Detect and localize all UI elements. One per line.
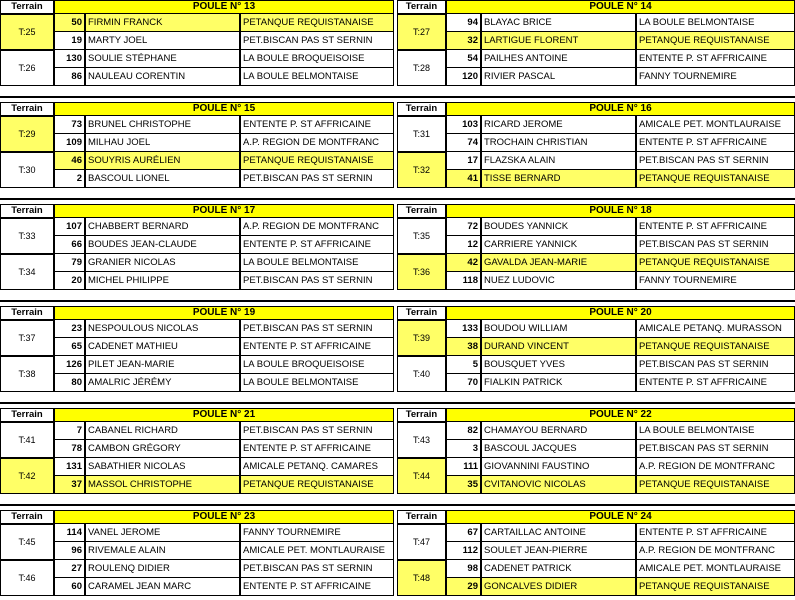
player-name: SOULIE STÉPHANE — [85, 50, 240, 68]
player-number: 107 — [54, 218, 85, 236]
poule-title: POULE N° 17 — [54, 204, 394, 218]
terrain-cell: T:42 — [0, 458, 54, 494]
player-name: GAVALDA JEAN-MARIE — [481, 254, 636, 272]
club-name: AMICALE PET. MONTLAURAISE — [636, 560, 795, 578]
club-name: LA BOULE BELMONTAISE — [636, 422, 795, 440]
poule-title: POULE N° 21 — [54, 408, 394, 422]
player-number: 32 — [446, 32, 481, 50]
player-name: CARRIERE YANNICK — [481, 236, 636, 254]
player-number: 60 — [54, 578, 85, 596]
club-name: PETANQUE REQUISTANAISE — [636, 254, 795, 272]
player-name: NESPOULOUS NICOLAS — [85, 320, 240, 338]
player-name: SABATHIER NICOLAS — [85, 458, 240, 476]
poule-title: POULE N° 24 — [446, 510, 795, 524]
player-number: 35 — [446, 476, 481, 494]
player-name: GRANIER NICOLAS — [85, 254, 240, 272]
poule-title: POULE N° 16 — [446, 102, 795, 116]
player-name: CADENET PATRICK — [481, 560, 636, 578]
club-name: ENTENTE P. ST AFFRICAINE — [240, 338, 394, 356]
player-number: 114 — [54, 524, 85, 542]
poule-title: POULE N° 13 — [54, 0, 394, 14]
club-name: LA BOULE BELMONTAISE — [240, 374, 394, 392]
player-name: MILHAU JOEL — [85, 134, 240, 152]
terrain-header: Terrain — [0, 510, 54, 524]
club-name: LA BOULE BELMONTAISE — [636, 14, 795, 32]
player-number: 37 — [54, 476, 85, 494]
terrain-cell: T:46 — [0, 560, 54, 596]
club-name: PETANQUE REQUISTANAISE — [240, 14, 394, 32]
club-name: LA BOULE BROQUEISOISE — [240, 50, 394, 68]
player-number: 133 — [446, 320, 481, 338]
player-name: PILET JEAN-MARIE — [85, 356, 240, 374]
player-number: 96 — [54, 542, 85, 560]
player-name: PAILHES ANTOINE — [481, 50, 636, 68]
club-name: FANNY TOURNEMIRE — [636, 68, 795, 86]
player-name: CABANEL RICHARD — [85, 422, 240, 440]
terrain-header: Terrain — [397, 510, 446, 524]
player-number: 19 — [54, 32, 85, 50]
terrain-cell: T:31 — [397, 116, 446, 152]
player-name: GIOVANNINI FAUSTINO — [481, 458, 636, 476]
club-name: ENTENTE P. ST AFFRICAINE — [636, 134, 795, 152]
terrain-cell: T:25 — [0, 14, 54, 50]
player-number: 80 — [54, 374, 85, 392]
poule-title: POULE N° 23 — [54, 510, 394, 524]
player-number: 111 — [446, 458, 481, 476]
club-name: FANNY TOURNEMIRE — [240, 524, 394, 542]
player-number: 20 — [54, 272, 85, 290]
player-number: 66 — [54, 236, 85, 254]
player-name: NUEZ LUDOVIC — [481, 272, 636, 290]
player-name: BOUDES JEAN-CLAUDE — [85, 236, 240, 254]
club-name: PETANQUE REQUISTANAISE — [240, 476, 394, 494]
terrain-cell: T:28 — [397, 50, 446, 86]
player-name: VANEL JEROME — [85, 524, 240, 542]
player-number: 120 — [446, 68, 481, 86]
player-number: 65 — [54, 338, 85, 356]
club-name: PETANQUE REQUISTANAISE — [636, 578, 795, 596]
player-name: SOUYRIS AURÉLIEN — [85, 152, 240, 170]
club-name: PET.BISCAN PAS ST SERNIN — [636, 356, 795, 374]
club-name: PET.BISCAN PAS ST SERNIN — [636, 236, 795, 254]
terrain-cell: T:39 — [397, 320, 446, 356]
club-name: AMICALE PET. MONTLAURAISE — [636, 116, 795, 134]
terrain-cell: T:45 — [0, 524, 54, 560]
player-name: LARTIGUE FLORENT — [481, 32, 636, 50]
player-name: BASCOUL JACQUES — [481, 440, 636, 458]
player-number: 103 — [446, 116, 481, 134]
player-name: ROULENQ DIDIER — [85, 560, 240, 578]
player-name: TISSE BERNARD — [481, 170, 636, 188]
player-number: 17 — [446, 152, 481, 170]
player-number: 2 — [54, 170, 85, 188]
player-number: 109 — [54, 134, 85, 152]
terrain-cell: T:33 — [0, 218, 54, 254]
terrain-header: Terrain — [397, 408, 446, 422]
block-separator — [0, 504, 795, 506]
terrain-header: Terrain — [397, 306, 446, 320]
terrain-header: Terrain — [0, 204, 54, 218]
terrain-header: Terrain — [397, 102, 446, 116]
club-name: AMICALE PET. MONTLAURAISE — [240, 542, 394, 560]
terrain-cell: T:26 — [0, 50, 54, 86]
club-name: PETANQUE REQUISTANAISE — [636, 338, 795, 356]
player-name: RIVIER PASCAL — [481, 68, 636, 86]
club-name: PET.BISCAN PAS ST SERNIN — [636, 440, 795, 458]
player-number: 79 — [54, 254, 85, 272]
club-name: PET.BISCAN PAS ST SERNIN — [240, 560, 394, 578]
player-name: FIRMIN FRANCK — [85, 14, 240, 32]
player-name: FIALKIN PATRICK — [481, 374, 636, 392]
player-name: MASSOL CHRISTOPHE — [85, 476, 240, 494]
terrain-cell: T:32 — [397, 152, 446, 188]
club-name: ENTENTE P. ST AFFRICAINE — [636, 524, 795, 542]
player-name: GONCALVES DIDIER — [481, 578, 636, 596]
terrain-header: Terrain — [397, 204, 446, 218]
player-number: 112 — [446, 542, 481, 560]
poule-title: POULE N° 22 — [446, 408, 795, 422]
club-name: A.P. REGION DE MONTFRANC — [636, 458, 795, 476]
player-number: 82 — [446, 422, 481, 440]
player-number: 7 — [54, 422, 85, 440]
terrain-header: Terrain — [0, 0, 54, 14]
club-name: LA BOULE BELMONTAISE — [240, 254, 394, 272]
player-number: 46 — [54, 152, 85, 170]
terrain-cell: T:36 — [397, 254, 446, 290]
player-name: BLAYAC BRICE — [481, 14, 636, 32]
player-name: RICARD JEROME — [481, 116, 636, 134]
player-number: 118 — [446, 272, 481, 290]
player-name: CVITANOVIC NICOLAS — [481, 476, 636, 494]
club-name: A.P. REGION DE MONTFRANC — [240, 134, 394, 152]
player-number: 67 — [446, 524, 481, 542]
player-name: DURAND VINCENT — [481, 338, 636, 356]
player-number: 41 — [446, 170, 481, 188]
terrain-header: Terrain — [397, 0, 446, 14]
player-name: BASCOUL LIONEL — [85, 170, 240, 188]
block-separator — [0, 198, 795, 200]
player-number: 29 — [446, 578, 481, 596]
terrain-cell: T:43 — [397, 422, 446, 458]
terrain-header: Terrain — [0, 408, 54, 422]
player-number: 27 — [54, 560, 85, 578]
player-number: 50 — [54, 14, 85, 32]
club-name: LA BOULE BELMONTAISE — [240, 68, 394, 86]
club-name: PETANQUE REQUISTANAISE — [240, 152, 394, 170]
player-name: BRUNEL CHRISTOPHE — [85, 116, 240, 134]
club-name: A.P. REGION DE MONTFRANC — [240, 218, 394, 236]
club-name: PET.BISCAN PAS ST SERNIN — [240, 32, 394, 50]
player-name: CARTAILLAC ANTOINE — [481, 524, 636, 542]
player-name: RIVEMALE ALAIN — [85, 542, 240, 560]
player-number: 70 — [446, 374, 481, 392]
terrain-cell: T:48 — [397, 560, 446, 596]
player-name: SOULET JEAN-PIERRE — [481, 542, 636, 560]
club-name: PET.BISCAN PAS ST SERNIN — [240, 422, 394, 440]
club-name: ENTENTE P. ST AFFRICAINE — [636, 218, 795, 236]
poule-title: POULE N° 19 — [54, 306, 394, 320]
block-separator — [0, 96, 795, 98]
club-name: AMICALE PETANQ. MURASSON — [636, 320, 795, 338]
club-name: ENTENTE P. ST AFFRICAINE — [240, 236, 394, 254]
player-number: 126 — [54, 356, 85, 374]
club-name: A.P. REGION DE MONTFRANC — [636, 542, 795, 560]
club-name: ENTENTE P. ST AFFRICAINE — [240, 578, 394, 596]
player-name: AMALRIC JÉRÉMY — [85, 374, 240, 392]
player-number: 3 — [446, 440, 481, 458]
player-number: 73 — [54, 116, 85, 134]
player-number: 130 — [54, 50, 85, 68]
player-number: 42 — [446, 254, 481, 272]
player-number: 74 — [446, 134, 481, 152]
club-name: ENTENTE P. ST AFFRICAINE — [636, 374, 795, 392]
block-separator — [0, 300, 795, 302]
player-name: CHABBERT BERNARD — [85, 218, 240, 236]
player-number: 98 — [446, 560, 481, 578]
terrain-cell: T:30 — [0, 152, 54, 188]
player-number: 12 — [446, 236, 481, 254]
club-name: PET.BISCAN PAS ST SERNIN — [636, 152, 795, 170]
player-name: TROCHAIN CHRISTIAN — [481, 134, 636, 152]
terrain-cell: T:37 — [0, 320, 54, 356]
club-name: ENTENTE P. ST AFFRICAINE — [636, 50, 795, 68]
block-separator — [0, 402, 795, 404]
poule-title: POULE N° 15 — [54, 102, 394, 116]
player-name: BOUDES YANNICK — [481, 218, 636, 236]
player-number: 23 — [54, 320, 85, 338]
club-name: PETANQUE REQUISTANAISE — [636, 32, 795, 50]
club-name: AMICALE PETANQ. CAMARES — [240, 458, 394, 476]
club-name: ENTENTE P. ST AFFRICAINE — [240, 440, 394, 458]
player-name: MICHEL PHILIPPE — [85, 272, 240, 290]
club-name: FANNY TOURNEMIRE — [636, 272, 795, 290]
terrain-cell: T:40 — [397, 356, 446, 392]
player-name: FLAZSKA ALAIN — [481, 152, 636, 170]
terrain-cell: T:38 — [0, 356, 54, 392]
club-name: PETANQUE REQUISTANAISE — [636, 476, 795, 494]
terrain-cell: T:34 — [0, 254, 54, 290]
player-name: CAMBON GRÉGORY — [85, 440, 240, 458]
terrain-cell: T:29 — [0, 116, 54, 152]
club-name: PET.BISCAN PAS ST SERNIN — [240, 170, 394, 188]
player-number: 72 — [446, 218, 481, 236]
poule-title: POULE N° 20 — [446, 306, 795, 320]
terrain-cell: T:27 — [397, 14, 446, 50]
club-name: LA BOULE BROQUEISOISE — [240, 356, 394, 374]
player-name: NAULEAU CORENTIN — [85, 68, 240, 86]
poule-title: POULE N° 14 — [446, 0, 795, 14]
player-number: 86 — [54, 68, 85, 86]
terrain-cell: T:47 — [397, 524, 446, 560]
player-number: 38 — [446, 338, 481, 356]
player-number: 131 — [54, 458, 85, 476]
player-name: BOUDOU WILLIAM — [481, 320, 636, 338]
player-name: MARTY JOEL — [85, 32, 240, 50]
player-name: CHAMAYOU BERNARD — [481, 422, 636, 440]
player-number: 94 — [446, 14, 481, 32]
club-name: PETANQUE REQUISTANAISE — [636, 170, 795, 188]
club-name: PET.BISCAN PAS ST SERNIN — [240, 272, 394, 290]
club-name: PET.BISCAN PAS ST SERNIN — [240, 320, 394, 338]
poule-title: POULE N° 18 — [446, 204, 795, 218]
terrain-header: Terrain — [0, 102, 54, 116]
terrain-cell: T:35 — [397, 218, 446, 254]
player-number: 78 — [54, 440, 85, 458]
terrain-header: Terrain — [0, 306, 54, 320]
player-number: 54 — [446, 50, 481, 68]
club-name: ENTENTE P. ST AFFRICAINE — [240, 116, 394, 134]
terrain-cell: T:44 — [397, 458, 446, 494]
player-name: CARAMEL JEAN MARC — [85, 578, 240, 596]
player-number: 5 — [446, 356, 481, 374]
terrain-cell: T:41 — [0, 422, 54, 458]
player-name: BOUSQUET YVES — [481, 356, 636, 374]
player-name: CADENET MATHIEU — [85, 338, 240, 356]
